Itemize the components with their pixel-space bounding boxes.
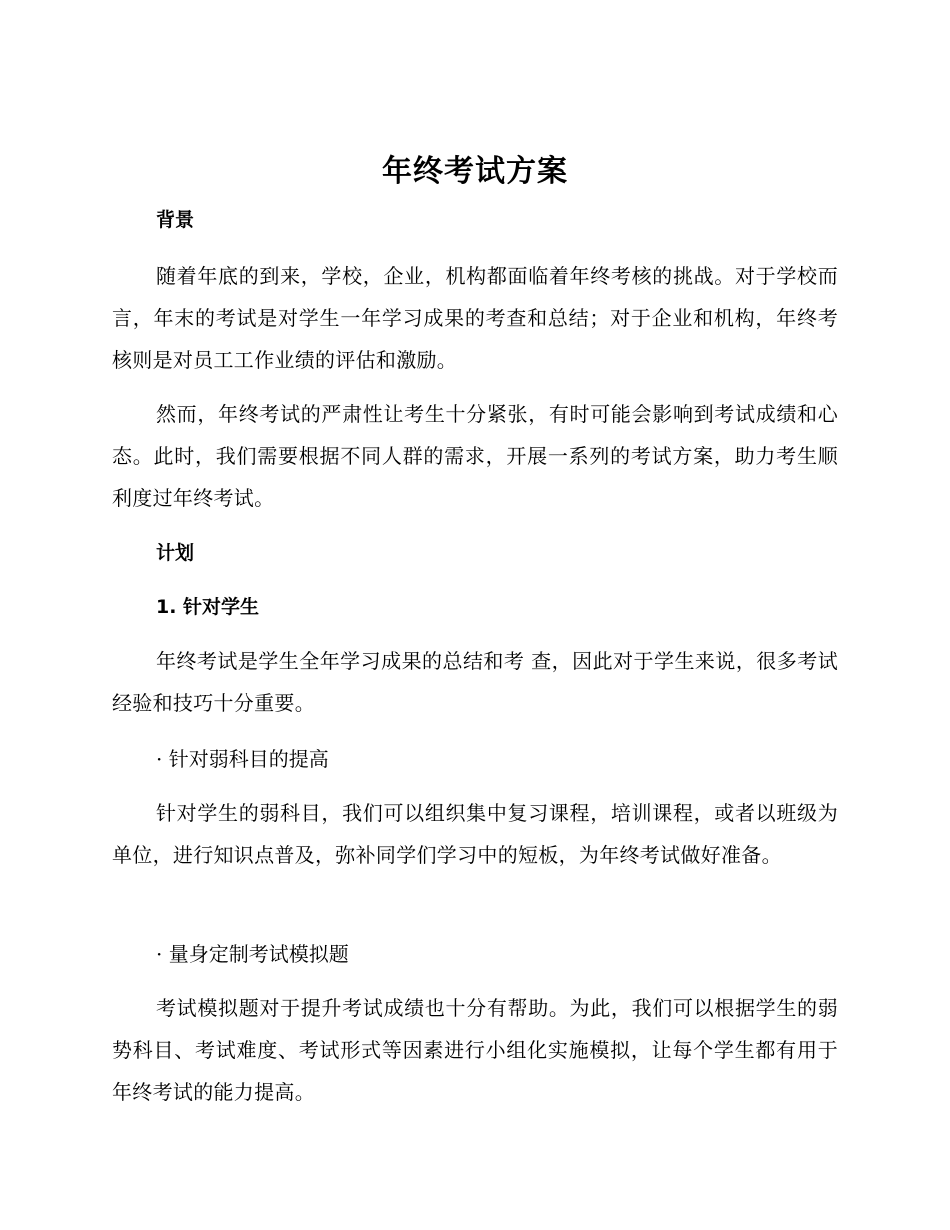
section-heading-background: 背景 bbox=[156, 209, 195, 231]
paragraph-students: 年终考试是学生全年学习成果的总结和考 查，因此对于学生来说，很多考试经验和技巧十分重要。 bbox=[112, 649, 838, 715]
document-title: 年终考试方案 bbox=[382, 154, 568, 189]
paragraph-background-2: 然而，年终考试的严肃性让考生十分紧张，有时可能会影响到考试成绩和心态。此时，我们需要根据不同人群的需求，开展一系列的考试方案，助力考生顺利度过年终考试。 bbox=[112, 402, 838, 510]
bullet-mock-exams: · 量身定制考试模拟题 bbox=[156, 942, 349, 966]
paragraph-mock-exams: 考试模拟题对于提升考试成绩也十分有帮助。为此，我们可以根据学生的弱势科目、考试难度、考试形式等因素进行小组化实施模拟，让每个学生都有用于年终考试的能力提高。 bbox=[112, 996, 838, 1104]
paragraph-background-1: 随着年底的到来，学校，企业，机构都面临着年终考核的挑战。对于学校而言，年末的考试是对学生一年学习成果的考查和总结；对于企业和机构，年终考核则是对员工工作业绩的评估和激励。 bbox=[112, 264, 838, 372]
paragraph-weak-subjects: 针对学生的弱科目，我们可以组织集中复习课程，培训课程，或者以班级为单位，进行知识点普及，弥补同学们学习中的短板，为年终考试做好准备。 bbox=[112, 801, 838, 867]
section-heading-plan: 计划 bbox=[156, 542, 195, 564]
subsection-heading-students: 1. 针对学生 bbox=[156, 596, 260, 618]
bullet-weak-subjects: · 针对弱科目的提高 bbox=[156, 747, 329, 771]
